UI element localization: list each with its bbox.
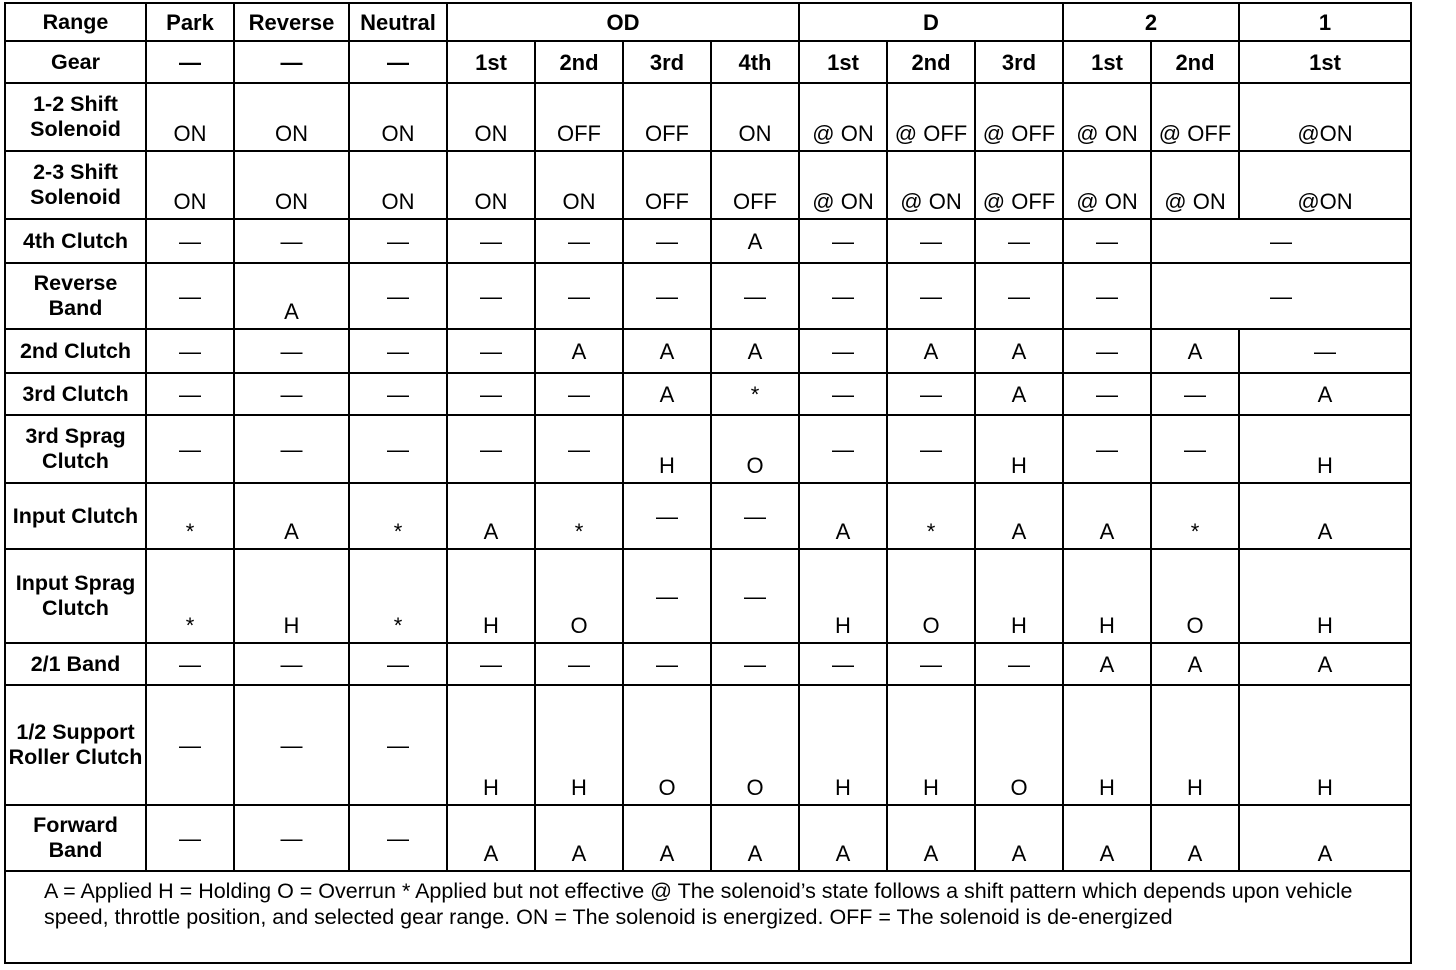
- table-cell: @ OFF: [887, 83, 975, 151]
- table-cell: ON: [349, 151, 447, 219]
- table-cell: A: [1063, 483, 1151, 549]
- table-cell: A: [1151, 643, 1239, 685]
- table-cell: A: [975, 373, 1063, 415]
- table-cell: —: [146, 805, 234, 871]
- table-cell: —: [146, 685, 234, 805]
- table-cell: OFF: [623, 83, 711, 151]
- table-cell: A: [535, 329, 623, 373]
- table-cell: H: [1063, 549, 1151, 643]
- table-cell: A: [234, 483, 349, 549]
- table-cell: A: [623, 805, 711, 871]
- table-cell: —: [1063, 329, 1151, 373]
- table-cell: —: [146, 329, 234, 373]
- table-cell: —: [1151, 219, 1411, 263]
- table-cell: —: [799, 263, 887, 329]
- table-cell: A: [1239, 373, 1411, 415]
- table-cell: —: [1151, 415, 1239, 483]
- range-header: 1: [1239, 3, 1411, 41]
- table-cell: A: [975, 483, 1063, 549]
- table-cell: —: [1063, 219, 1151, 263]
- table-cell: —: [146, 415, 234, 483]
- table-cell: OFF: [711, 151, 799, 219]
- table-row: [5, 643, 1411, 685]
- table-cell: —: [1063, 263, 1151, 329]
- table-cell: A: [623, 373, 711, 415]
- table-cell: —: [623, 219, 711, 263]
- table-cell: O: [887, 549, 975, 643]
- row-label: 1-2 Shift Solenoid: [5, 83, 146, 151]
- table-cell: *: [887, 483, 975, 549]
- table-row: [5, 685, 1411, 805]
- table-cell: —: [975, 219, 1063, 263]
- table-cell: @ ON: [799, 151, 887, 219]
- table-cell: A: [447, 483, 535, 549]
- table-cell: A: [1151, 805, 1239, 871]
- table-cell: OFF: [535, 83, 623, 151]
- table-cell: —: [975, 643, 1063, 685]
- table-cell: @ON: [1239, 83, 1411, 151]
- gear-header: 3rd: [975, 41, 1063, 83]
- table-cell: —: [623, 643, 711, 685]
- table-cell: —: [799, 329, 887, 373]
- legend-note: A = Applied H = Holding O = Overrun * Applied but not effective @ The solenoid’s state follows a shift pattern which depends upon vehicle speed, throttle position, and selected gear range. ON = The solenoid is energized. OFF = The solenoid is de-energized: [5, 871, 1411, 963]
- table-cell: ON: [349, 83, 447, 151]
- table-cell: —: [349, 263, 447, 329]
- table-cell: *: [711, 373, 799, 415]
- table-cell: @ OFF: [975, 83, 1063, 151]
- row-label: Input Clutch: [5, 483, 146, 549]
- gear-header: —: [349, 41, 447, 83]
- table-cell: —: [535, 643, 623, 685]
- table-cell: ON: [447, 83, 535, 151]
- table-cell: —: [799, 219, 887, 263]
- table-row: [5, 83, 1411, 151]
- table-cell: ON: [146, 151, 234, 219]
- table-cell: —: [234, 685, 349, 805]
- table-cell: H: [975, 549, 1063, 643]
- table-cell: ON: [146, 83, 234, 151]
- table-row: [5, 263, 1411, 329]
- table-cell: —: [349, 805, 447, 871]
- table-cell: O: [623, 685, 711, 805]
- table-cell: —: [234, 219, 349, 263]
- table-cell: —: [447, 415, 535, 483]
- table-cell: A: [1239, 643, 1411, 685]
- table-cell: —: [234, 415, 349, 483]
- table-cell: H: [447, 685, 535, 805]
- table-cell: —: [623, 549, 711, 643]
- table-cell: —: [146, 263, 234, 329]
- shift-table: [4, 2, 1412, 964]
- table-cell: —: [1063, 373, 1151, 415]
- row-label: Input Sprag Clutch: [5, 549, 146, 643]
- table-row: [5, 373, 1411, 415]
- table-cell: —: [349, 219, 447, 263]
- table-cell: —: [711, 549, 799, 643]
- gear-header: 1st: [447, 41, 535, 83]
- table-cell: —: [799, 373, 887, 415]
- table-cell: —: [349, 373, 447, 415]
- table-cell: H: [887, 685, 975, 805]
- table-cell: —: [349, 685, 447, 805]
- table-cell: —: [535, 219, 623, 263]
- gear-header-label: Gear: [5, 41, 146, 83]
- gear-header: 2nd: [1151, 41, 1239, 83]
- table-cell: *: [535, 483, 623, 549]
- table-cell: O: [975, 685, 1063, 805]
- table-cell: ON: [234, 151, 349, 219]
- table-cell: —: [1151, 263, 1411, 329]
- table-cell: H: [975, 415, 1063, 483]
- table-cell: —: [447, 219, 535, 263]
- table-cell: —: [975, 263, 1063, 329]
- table-cell: —: [887, 415, 975, 483]
- table-cell: H: [799, 685, 887, 805]
- table-cell: —: [799, 415, 887, 483]
- table-row: [5, 329, 1411, 373]
- gear-header-row: [5, 41, 1411, 83]
- table-cell: H: [234, 549, 349, 643]
- table-cell: —: [447, 643, 535, 685]
- table-cell: ON: [711, 83, 799, 151]
- table-cell: H: [1239, 685, 1411, 805]
- table-cell: —: [1239, 329, 1411, 373]
- range-header: Reverse: [234, 3, 349, 41]
- table-cell: —: [447, 263, 535, 329]
- row-label: 1/2 Support Roller Clutch: [5, 685, 146, 805]
- table-cell: A: [799, 483, 887, 549]
- table-cell: O: [711, 415, 799, 483]
- range-header-row: [5, 3, 1411, 41]
- gear-header: 1st: [799, 41, 887, 83]
- table-cell: —: [887, 263, 975, 329]
- table-cell: A: [711, 805, 799, 871]
- table-cell: A: [1239, 805, 1411, 871]
- table-cell: ON: [535, 151, 623, 219]
- table-cell: OFF: [623, 151, 711, 219]
- table-cell: —: [887, 219, 975, 263]
- table-cell: A: [975, 805, 1063, 871]
- table-cell: *: [146, 549, 234, 643]
- table-row: [5, 415, 1411, 483]
- table-cell: —: [146, 643, 234, 685]
- range-header: Park: [146, 3, 234, 41]
- table-cell: O: [1151, 549, 1239, 643]
- table-cell: @ ON: [799, 83, 887, 151]
- range-header: OD: [447, 3, 799, 41]
- table-cell: @ OFF: [1151, 83, 1239, 151]
- table-cell: —: [623, 483, 711, 549]
- table-cell: H: [799, 549, 887, 643]
- table-cell: A: [711, 329, 799, 373]
- table-cell: A: [623, 329, 711, 373]
- table-cell: —: [535, 415, 623, 483]
- table-cell: —: [887, 643, 975, 685]
- table-cell: A: [1063, 643, 1151, 685]
- row-label: 2nd Clutch: [5, 329, 146, 373]
- table-cell: —: [234, 329, 349, 373]
- table-cell: —: [349, 643, 447, 685]
- table-cell: —: [535, 263, 623, 329]
- range-header: Neutral: [349, 3, 447, 41]
- table-cell: H: [1063, 685, 1151, 805]
- gear-header: 2nd: [887, 41, 975, 83]
- table-cell: A: [799, 805, 887, 871]
- table-cell: @ OFF: [975, 151, 1063, 219]
- row-label: 2-3 Shift Solenoid: [5, 151, 146, 219]
- table-row: [5, 219, 1411, 263]
- table-row: [5, 805, 1411, 871]
- table-cell: —: [711, 643, 799, 685]
- table-cell: ON: [234, 83, 349, 151]
- gear-header: —: [234, 41, 349, 83]
- table-cell: A: [711, 219, 799, 263]
- table-cell: @ ON: [1063, 151, 1151, 219]
- table-cell: @ ON: [887, 151, 975, 219]
- table-cell: —: [535, 373, 623, 415]
- gear-header: —: [146, 41, 234, 83]
- table-cell: O: [535, 549, 623, 643]
- table-cell: A: [234, 263, 349, 329]
- row-label: 3rd Sprag Clutch: [5, 415, 146, 483]
- table-cell: —: [711, 483, 799, 549]
- table-cell: ON: [447, 151, 535, 219]
- gear-header: 3rd: [623, 41, 711, 83]
- table-cell: H: [1239, 549, 1411, 643]
- table-cell: —: [234, 643, 349, 685]
- gear-header: 1st: [1063, 41, 1151, 83]
- table-cell: A: [535, 805, 623, 871]
- table-cell: A: [1151, 329, 1239, 373]
- table-cell: H: [1151, 685, 1239, 805]
- table-cell: *: [349, 549, 447, 643]
- table-cell: @ ON: [1151, 151, 1239, 219]
- table-cell: —: [799, 643, 887, 685]
- table-cell: —: [146, 219, 234, 263]
- table-cell: *: [349, 483, 447, 549]
- table-cell: —: [146, 373, 234, 415]
- table-cell: *: [1151, 483, 1239, 549]
- range-header: D: [799, 3, 1063, 41]
- table-cell: A: [887, 805, 975, 871]
- table-cell: @ON: [1239, 151, 1411, 219]
- row-label: Forward Band: [5, 805, 146, 871]
- table-cell: —: [447, 373, 535, 415]
- table-cell: A: [1239, 483, 1411, 549]
- table-cell: —: [234, 373, 349, 415]
- gear-header: 1st: [1239, 41, 1411, 83]
- range-header: 2: [1063, 3, 1239, 41]
- gear-header: 2nd: [535, 41, 623, 83]
- table-row: [5, 549, 1411, 643]
- table-cell: H: [535, 685, 623, 805]
- table-cell: A: [975, 329, 1063, 373]
- range-header-label: Range: [5, 3, 146, 41]
- gear-header: 4th: [711, 41, 799, 83]
- table-cell: —: [349, 415, 447, 483]
- table-cell: —: [623, 263, 711, 329]
- table-row: [5, 483, 1411, 549]
- row-label: 3rd Clutch: [5, 373, 146, 415]
- table-cell: O: [711, 685, 799, 805]
- table-cell: —: [234, 805, 349, 871]
- table-cell: —: [711, 263, 799, 329]
- table-cell: —: [1151, 373, 1239, 415]
- table-cell: @ ON: [1063, 83, 1151, 151]
- table-cell: A: [887, 329, 975, 373]
- table-cell: H: [447, 549, 535, 643]
- row-label: Reverse Band: [5, 263, 146, 329]
- table-cell: —: [887, 373, 975, 415]
- table-cell: A: [1063, 805, 1151, 871]
- table-cell: —: [349, 329, 447, 373]
- table-cell: A: [447, 805, 535, 871]
- row-label: 2/1 Band: [5, 643, 146, 685]
- table-cell: —: [447, 329, 535, 373]
- row-label: 4th Clutch: [5, 219, 146, 263]
- table-cell: H: [1239, 415, 1411, 483]
- table-cell: H: [623, 415, 711, 483]
- table-row: [5, 151, 1411, 219]
- clutch-application-chart: [4, 2, 1410, 964]
- table-cell: —: [1063, 415, 1151, 483]
- table-cell: *: [146, 483, 234, 549]
